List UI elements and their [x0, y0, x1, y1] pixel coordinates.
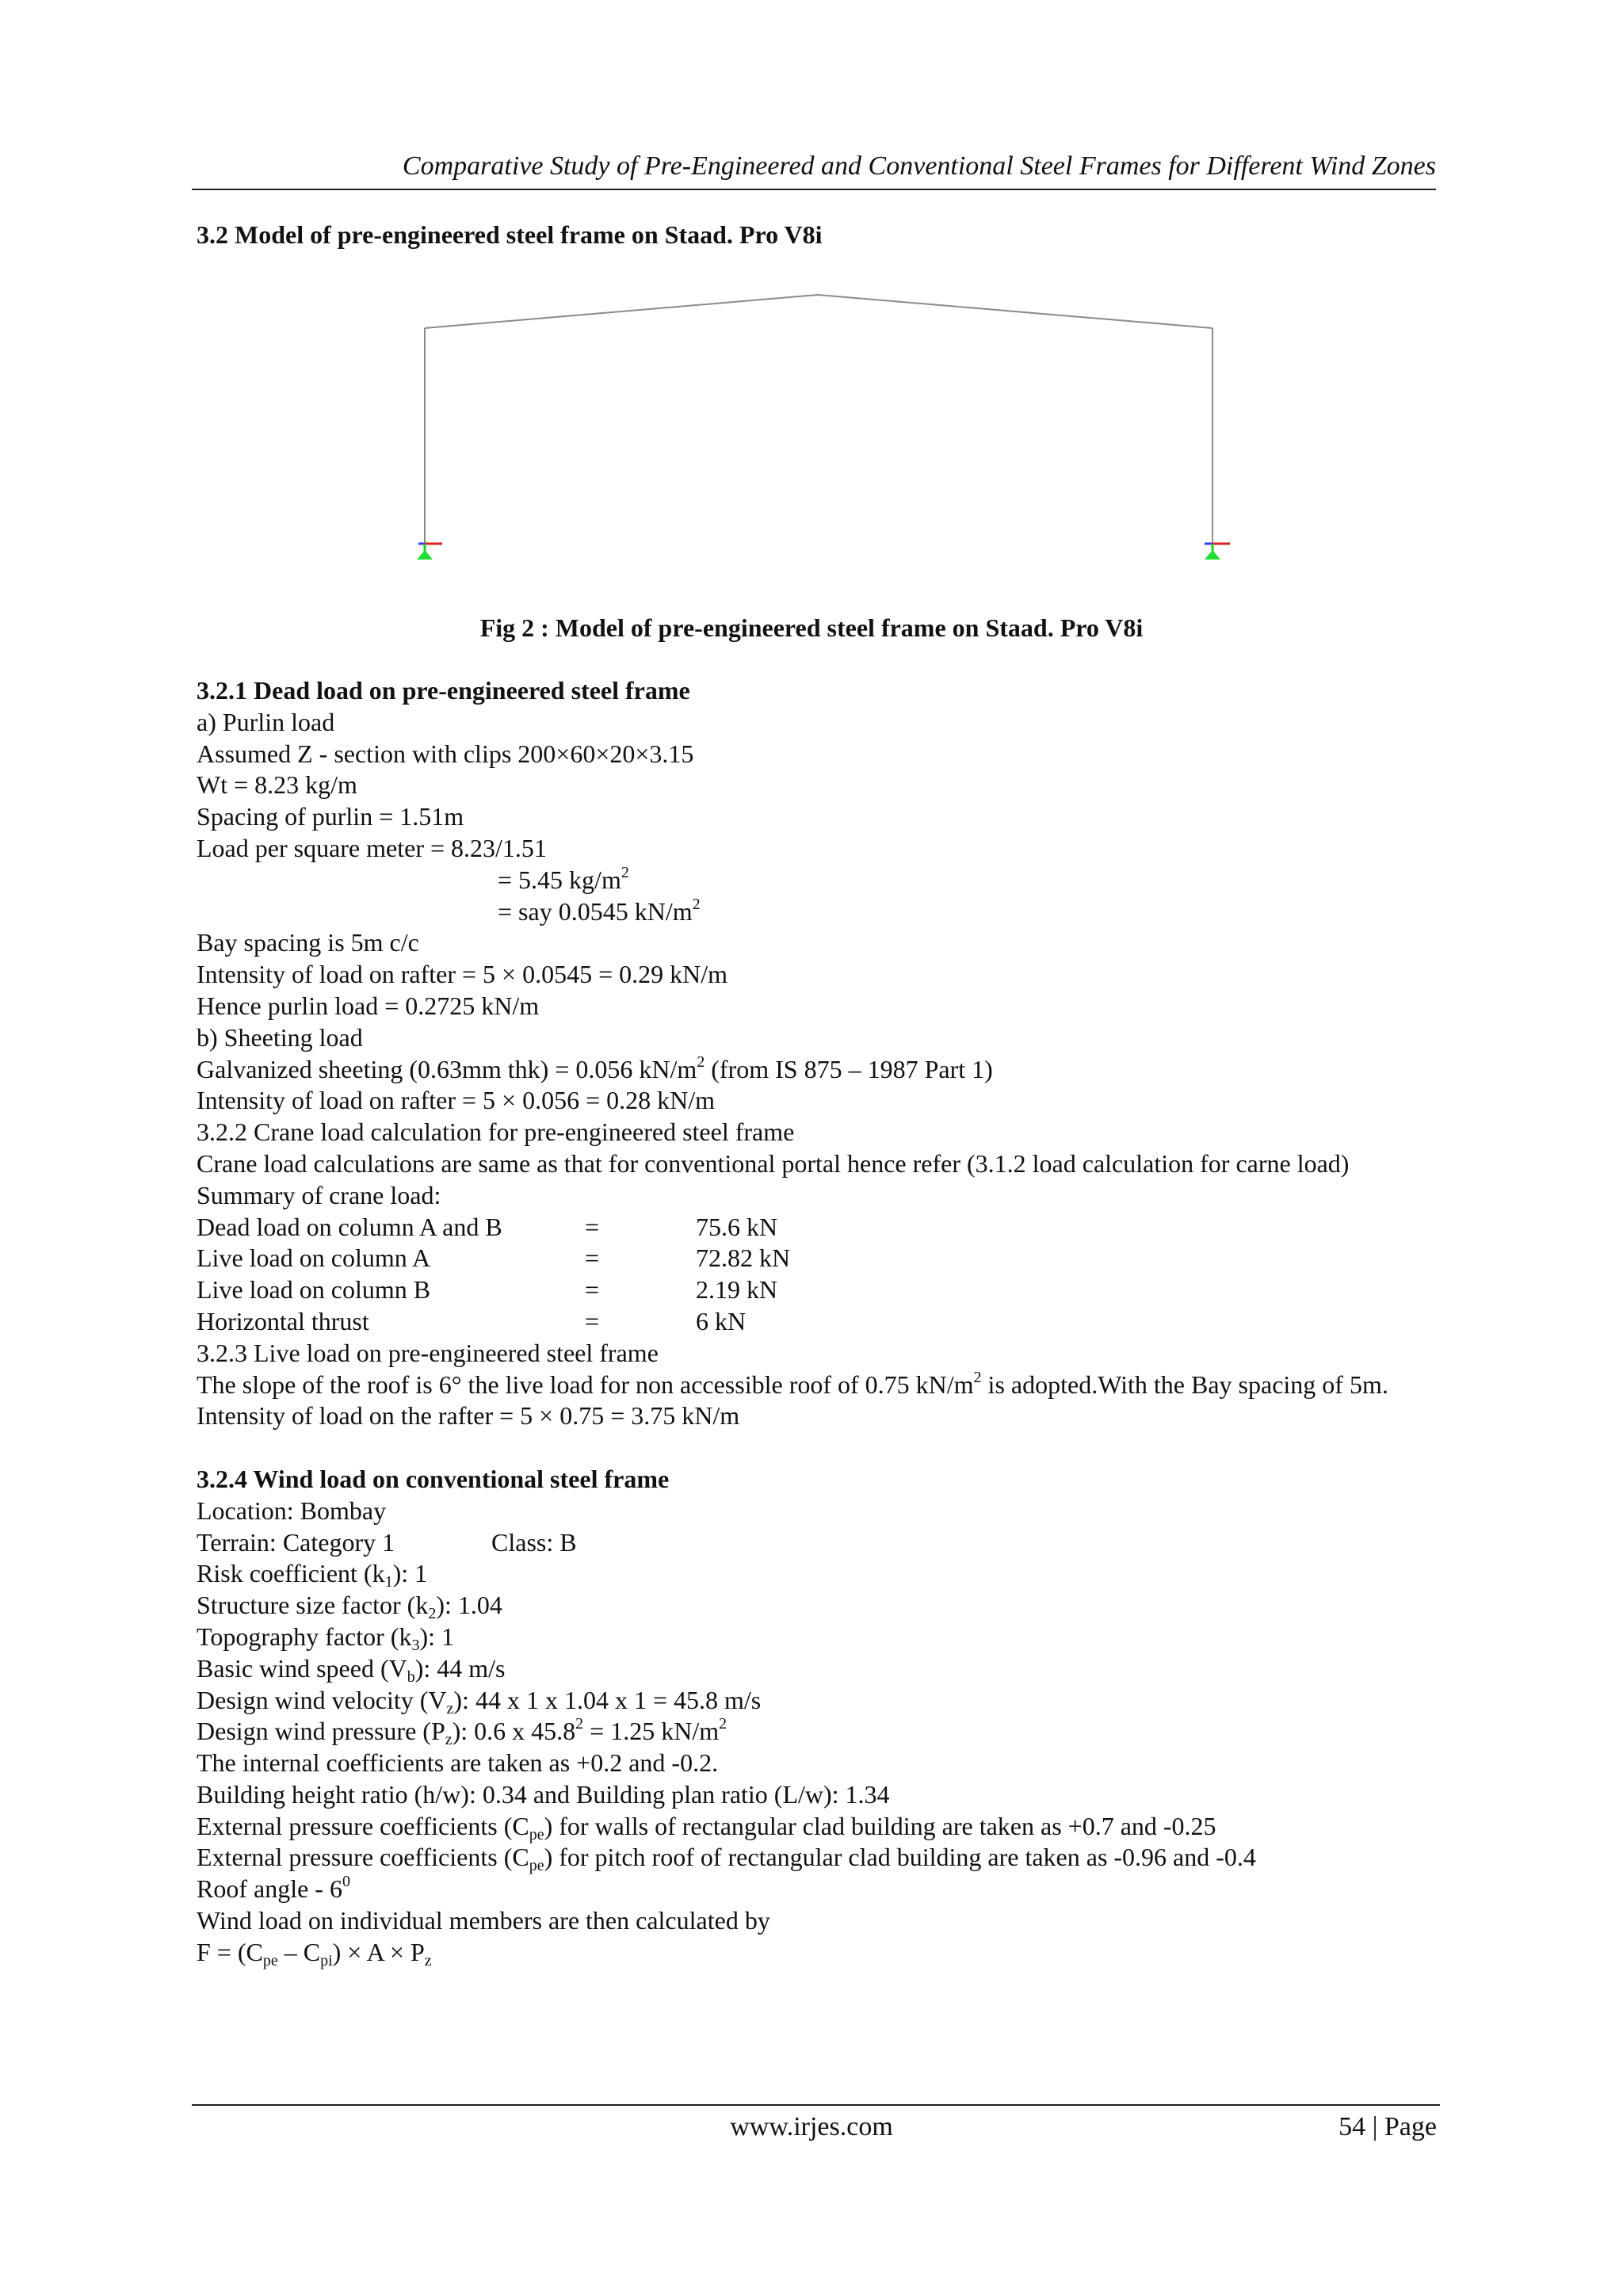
running-header: Comparative Study of Pre-Engineered and Conventional Steel Frames for Different Wind Zones	[402, 151, 1436, 181]
crane-summary-row: Live load on column B = 2.19 kN	[197, 1275, 778, 1305]
crane-paragraph: Crane load calculations are same as that for conventional portal hence refer (3.1.2 load calculation for carne load)	[197, 1148, 1350, 1178]
left-rafter	[425, 295, 818, 328]
section-heading: 3.2 Model of pre-engineered steel frame on Staad. Pro V8i	[197, 220, 823, 249]
footer-rule	[192, 2104, 1440, 2106]
crane-heading: 3.2.2 Crane load calculation for pre-engineered steel frame	[197, 1117, 795, 1147]
text-line: Galvanized sheeting (0.63mm thk) = 0.056 $kN/m^2$ (from IS 875 – 1987 Part 1)	[197, 1052, 993, 1083]
dead-load-heading: 3.2.1 Dead load on pre-engineered steel frame	[197, 676, 690, 705]
text-line: Risk coefficient $(k_1)$: 1	[197, 1559, 428, 1591]
text-line: External pressure coefficients $(C_{pe})$ for walls of rectangular clad building are taken as +0.7 and -0.25	[197, 1811, 1216, 1843]
text-line: Building height ratio (h/w): 0.34 and Building plan ratio (L/w): 1.34	[197, 1779, 890, 1809]
text-line: Terrain: Category 1 Class: B	[197, 1527, 577, 1557]
text-line: Bay spacing is 5m c/c	[197, 928, 419, 957]
text-line: Location: Bombay	[197, 1496, 387, 1525]
text-line: b) Sheeting load	[197, 1022, 363, 1052]
spacer	[197, 1432, 1434, 1464]
live-load-heading: 3.2.3 Live load on pre-engineered steel frame	[197, 1338, 659, 1367]
page-number: 54 | Page	[1338, 2112, 1437, 2141]
crane-summary-row: Live load on column A = 72.82 kN	[197, 1244, 791, 1273]
live-load-paragraph: The slope of the roof is 6° the live load for non accessible roof of 0.75 $kN/m^2$ is adopted.With the Bay spacing of 5m.	[197, 1368, 1388, 1399]
text-line: The internal coefficients are taken as +0.2 and -0.2.	[197, 1748, 719, 1778]
portal-frame-figure	[396, 285, 1268, 571]
footer-url: www.irjes.com	[730, 2112, 893, 2141]
right-rafter	[818, 295, 1212, 328]
text-line: Wt = 8.23 kg/m	[197, 770, 357, 800]
text-line: Roof angle - $6^0$	[197, 1873, 350, 1904]
wind-load-heading: 3.2.4 Wind load on conventional steel frame	[197, 1464, 670, 1493]
text-line: Load per square meter = 8.23/1.51	[197, 833, 547, 862]
formula-line: $F = (C_{pe} - C_{pi}) \times A \times P_z$	[197, 1937, 432, 1969]
crane-summary-row: Dead load on column A and B = 75.6 kN	[197, 1212, 778, 1241]
text-line: Intensity of load on rafter = 5 × 0.056 = 0.28 kN/m	[197, 1086, 716, 1115]
text-line: Design wind velocity $(V_z)$: 44 x 1 x 1.04 x 1 = 45.8 m/s	[197, 1685, 762, 1717]
text-line: Structure size factor $(k_2)$: 1.04	[197, 1591, 502, 1623]
text-line: Hence purlin load = 0.2725 kN/m	[197, 991, 540, 1020]
text-line: Topography factor $(k_3)$: 1	[197, 1622, 454, 1654]
text-line: Basic wind speed $(V_b)$: 44 m/s	[197, 1653, 506, 1686]
text-line: Assumed Z - section with clips 200×60×20×3.15	[197, 739, 694, 768]
crane-summary-label: Summary of crane load:	[197, 1180, 441, 1209]
text-line: External pressure coefficients $(C_{pe})$ for pitch roof of rectangular clad building are taken as -0.96 and -0.4	[197, 1843, 1256, 1875]
text-line: = 5.45 $kg/m^2$	[498, 863, 629, 894]
text-line: Spacing of purlin = 1.51m	[197, 802, 464, 831]
text-line: Intensity of load on the rafter = 5 × 0.75 = 3.75 kN/m	[197, 1401, 740, 1431]
text-line: a) Purlin load	[197, 707, 335, 736]
text-line: Design wind pressure $(P_z)$: 0.6 x $45.8^2 = 1.25$ $kN/m^2$	[197, 1715, 727, 1749]
text-line: Wind load on individual members are then calculated by	[197, 1906, 770, 1935]
frame-drawing	[396, 285, 1268, 571]
right-support-icon	[1205, 544, 1230, 560]
figure-caption: Fig 2 : Model of pre-engineered steel frame on Staad. Pro V8i	[479, 613, 1144, 642]
header-rule	[192, 189, 1436, 190]
left-support-icon	[417, 544, 442, 560]
text-line: = say 0.0545 $kN/m^2$	[498, 895, 701, 926]
text-line: Intensity of load on rafter = 5 × 0.0545 = 0.29 kN/m	[197, 960, 728, 989]
crane-summary-row: Horizontal thrust = 6 kN	[197, 1306, 747, 1335]
body-text	[197, 675, 1434, 1969]
